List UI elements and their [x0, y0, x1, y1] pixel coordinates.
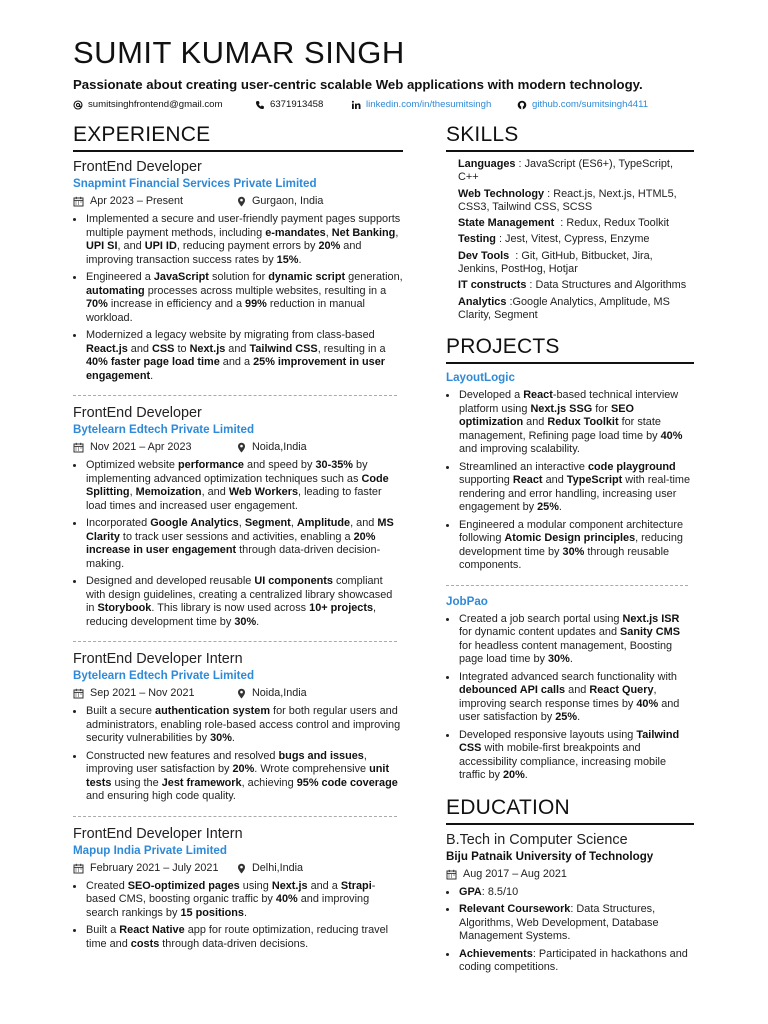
skills-section [446, 122, 694, 322]
job-location [237, 194, 323, 209]
calendar-icon [73, 442, 84, 453]
email-link[interactable] [73, 98, 255, 112]
bullet-item: • Created SEO-optimized pages using Next.js and a Strapi-based CMS, boosting organic traffic by 40% and improving search rankings by 15 positions. [85, 880, 403, 921]
skill-label: Dev Tools [458, 249, 510, 262]
skill-value: Data Structures and Algorithms [535, 279, 687, 292]
linkedin-link[interactable] [351, 98, 517, 112]
experience-section [73, 122, 403, 951]
skill-sep: : [515, 158, 525, 170]
job-location-text: Noida,India [252, 441, 307, 453]
map-pin-icon [237, 196, 246, 207]
bullet-item: • Optimized website performance and speed by 30-35% by implementing advanced optimization techniques such as Code Splitting, Memoization, and Web Workers, leading to faster load times and increased user engagement. [85, 459, 403, 513]
project-bullets [446, 613, 694, 783]
skill-value: JavaScript (ES6+), TypeScript, C++ [458, 158, 673, 184]
skill-label: Web Technology [458, 187, 545, 200]
bullet-item: • Created a job search portal using Next.js ISR for dynamic content updates and Sanity CMS for headless content management, Boosting page load time by 30%. [458, 613, 694, 667]
dashed-separator [73, 641, 397, 642]
bullet-item: • Integrated advanced search functionality with debounced API calls and React Query, improving search response times by 40% and user satisfaction by 25%. [458, 671, 694, 725]
job-bullets [73, 705, 403, 804]
job-company: Bytelearn Edtech Private Limited [73, 423, 255, 436]
bullet-item: • Developed a React-based technical interview platform using Next.js SSG for SEO optimization and Redux Toolkit for state management, Refining page load time by 40% and improving scalability. [458, 389, 694, 457]
map-pin-icon [237, 688, 246, 699]
github-icon [517, 100, 527, 110]
skill-row [458, 158, 694, 185]
skill-row [458, 279, 694, 292]
calendar-icon [73, 196, 84, 207]
bullet-item: • Engineered a JavaScript solution for dynamic script generation, automating processes across multiple websites, resulting in a 70% increase in efficiency and a 99% reduction in manual workload. [85, 271, 403, 325]
projects-heading: PROJECTS [446, 335, 560, 359]
job-location [237, 686, 307, 701]
github-text: github.com/sumitsingh4411 [532, 99, 649, 110]
bullet-item: • Achievements: Participated in hackathons and coding competitions. [458, 948, 694, 975]
skill-sep: : [544, 187, 554, 200]
degree: B.Tech in Computer Science [446, 831, 628, 848]
skill-sep: : [526, 279, 536, 292]
job-location [237, 440, 307, 455]
job-meta [73, 861, 403, 876]
section-rule [446, 150, 694, 152]
job-title: FrontEnd Developer Intern [73, 651, 243, 667]
bullet-item: • Built a React Native app for route optimization, reducing travel time and costs through data-driven decisions. [85, 924, 403, 951]
email-text: sumitsinghfrontend@gmail.com [88, 99, 223, 110]
dashed-separator [73, 395, 397, 396]
job-dates [73, 194, 237, 209]
resume-header [73, 34, 713, 112]
skill-sep: : [495, 233, 505, 246]
job-entry [73, 158, 403, 383]
tagline: Passionate about creating user-centric scalable Web applications with modern technology. [73, 77, 643, 92]
calendar-icon [73, 688, 84, 699]
phone-text: 6371913458 [270, 99, 324, 110]
education-dates [446, 867, 567, 882]
job-title: FrontEnd Developer Intern [73, 825, 243, 842]
education-bullets [446, 886, 694, 975]
bullet-item: • Streamlined an interactive code playground supporting React and TypeScript with real-time rendering and error handling, increasing user engagement by 25%. [458, 461, 694, 515]
skill-value: Git, GitHub, Bitbucket, Jira, Jenkins, PostHog, Hotjar [458, 249, 653, 276]
skill-row [458, 233, 694, 246]
github-link[interactable] [517, 98, 648, 112]
bullet-item: • Constructed new features and resolved bugs and issues, improving user satisfaction by 20%. Wrote comprehensive unit tests using the Jest framework, achieving 95% code coverage and ensuring high code quality. [85, 750, 403, 804]
right-column [446, 122, 694, 979]
projects-section [446, 334, 694, 783]
job-meta [73, 194, 403, 209]
school-name: Biju Patnaik University of Technology [446, 849, 654, 863]
experience-heading: EXPERIENCE [73, 123, 211, 146]
bullet-item: • Designed and developed reusable UI components compliant with design guidelines, creating a centralized library showcased in Storybook. This library is now used across 10+ projects, reducing development time by 30%. [85, 575, 403, 629]
bullet-item: • Implemented a secure and user-friendly payment pages supports multiple payment methods, including e-mandates, Net Banking, UPI SI, and UPI ID, reducing payment errors by 20% and improving transaction success rates by 15%. [85, 213, 403, 267]
job-bullets [73, 880, 403, 952]
skill-row [458, 296, 694, 323]
skill-sep: : [506, 295, 513, 308]
skill-sep: : [509, 249, 522, 262]
job-dates [73, 440, 237, 455]
bullet-item: • Built a secure authentication system for both regular users and administrators, enabling role-based access control and improving security vulnerabilities by 30%. [85, 705, 403, 746]
job-company: Bytelearn Edtech Private Limited [73, 669, 255, 682]
skill-row [458, 217, 694, 230]
education-meta [446, 867, 694, 882]
skill-label: Testing [458, 233, 496, 246]
section-rule [73, 150, 403, 152]
job-location-text: Gurgaon, India [252, 195, 324, 207]
skills-list [458, 158, 694, 322]
job-meta [73, 440, 403, 455]
job-location-text: Noida,India [252, 687, 307, 699]
skill-label: Analytics [458, 295, 507, 308]
contact-bar [73, 98, 713, 112]
phone-icon [255, 100, 265, 110]
job-dates-text: February 2021 – July 2021 [90, 861, 219, 874]
project-bullets [446, 389, 694, 573]
job-dates-text: Apr 2023 – Present [90, 195, 184, 207]
bullet-item: • Modernized a legacy website by migrating from class-based React.js and CSS to Next.js and Tailwind CSS, resulting in a 40% faster page load time and a 25% improvement in user engagement. [85, 329, 403, 383]
map-pin-icon [237, 442, 246, 453]
education-heading: EDUCATION [446, 795, 570, 819]
project-entry [446, 594, 694, 783]
job-dates [73, 686, 237, 701]
dashed-separator [446, 585, 688, 586]
job-meta [73, 686, 403, 701]
job-company: Snapmint Financial Services Private Limited [73, 177, 317, 190]
candidate-name: SUMIT KUMAR SINGH [73, 35, 405, 70]
skill-value: Redux, Redux Toolkit [566, 217, 670, 230]
bullet-item: • Developed responsive layouts using Tailwind CSS with mobile-first breakpoints and accessibility compliance, increasing mobile traffic by 20%. [458, 729, 694, 783]
job-title: FrontEnd Developer [73, 159, 202, 175]
skill-value: Google Analytics, Amplitude, MS Clarity, Segment [458, 295, 670, 321]
linkedin-icon [351, 100, 361, 110]
section-rule [446, 823, 694, 825]
skill-row [458, 250, 694, 277]
job-dates [73, 861, 237, 876]
section-rule [446, 362, 694, 364]
bullet-item: • Engineered a modular component architecture following Atomic Design principles, reducing development time by 30% through reusable components. [458, 519, 694, 573]
job-bullets [73, 459, 403, 629]
skill-value: React.js, Next.js, HTML5, CSS3, Tailwind CSS, SCSS [458, 187, 677, 213]
job-entry [73, 404, 403, 629]
job-dates-text: Nov 2021 – Apr 2023 [90, 441, 192, 453]
skill-row [458, 188, 694, 215]
bullet-item: • Relevant Coursework: Data Structures, Algorithms, Web Development, Database Management Systems. [458, 903, 694, 944]
job-location-text: Delhi,India [252, 861, 304, 874]
job-company: Mapup India Private Limited [73, 843, 227, 857]
job-location [237, 861, 303, 876]
project-name: JobPao [446, 594, 488, 608]
skill-label: IT constructs [458, 279, 527, 292]
job-dates-text: Sep 2021 – Nov 2021 [90, 687, 195, 699]
job-entry [73, 650, 403, 804]
bullet-item: • GPA: 8.5/10 [458, 886, 694, 900]
skill-label: State Management [458, 217, 555, 230]
project-name: LayoutLogic [446, 371, 515, 385]
map-pin-icon [237, 863, 246, 874]
job-title: FrontEnd Developer [73, 405, 202, 421]
dashed-separator [73, 816, 397, 817]
education-dates-text: Aug 2017 – Aug 2021 [463, 867, 567, 880]
phone-link[interactable] [255, 98, 351, 112]
at-icon [73, 100, 83, 110]
calendar-icon [446, 869, 457, 880]
left-column [73, 122, 403, 955]
project-entry [446, 370, 694, 573]
bullet-item: • Incorporated Google Analytics, Segment, Amplitude, and MS Clarity to track user sessions and activities, enabling a 20% increase in user engagement through data-driven decision-making. [85, 517, 403, 571]
linkedin-text: linkedin.com/in/thesumitsingh [366, 99, 492, 110]
job-bullets [73, 213, 403, 383]
skill-sep: : [554, 217, 567, 230]
education-section [446, 795, 694, 975]
skill-value: Jest, Vitest, Cypress, Enzyme [505, 233, 650, 246]
skills-heading: SKILLS [446, 123, 519, 146]
skill-label: Languages [458, 158, 516, 170]
calendar-icon [73, 863, 84, 874]
job-entry [73, 825, 403, 952]
